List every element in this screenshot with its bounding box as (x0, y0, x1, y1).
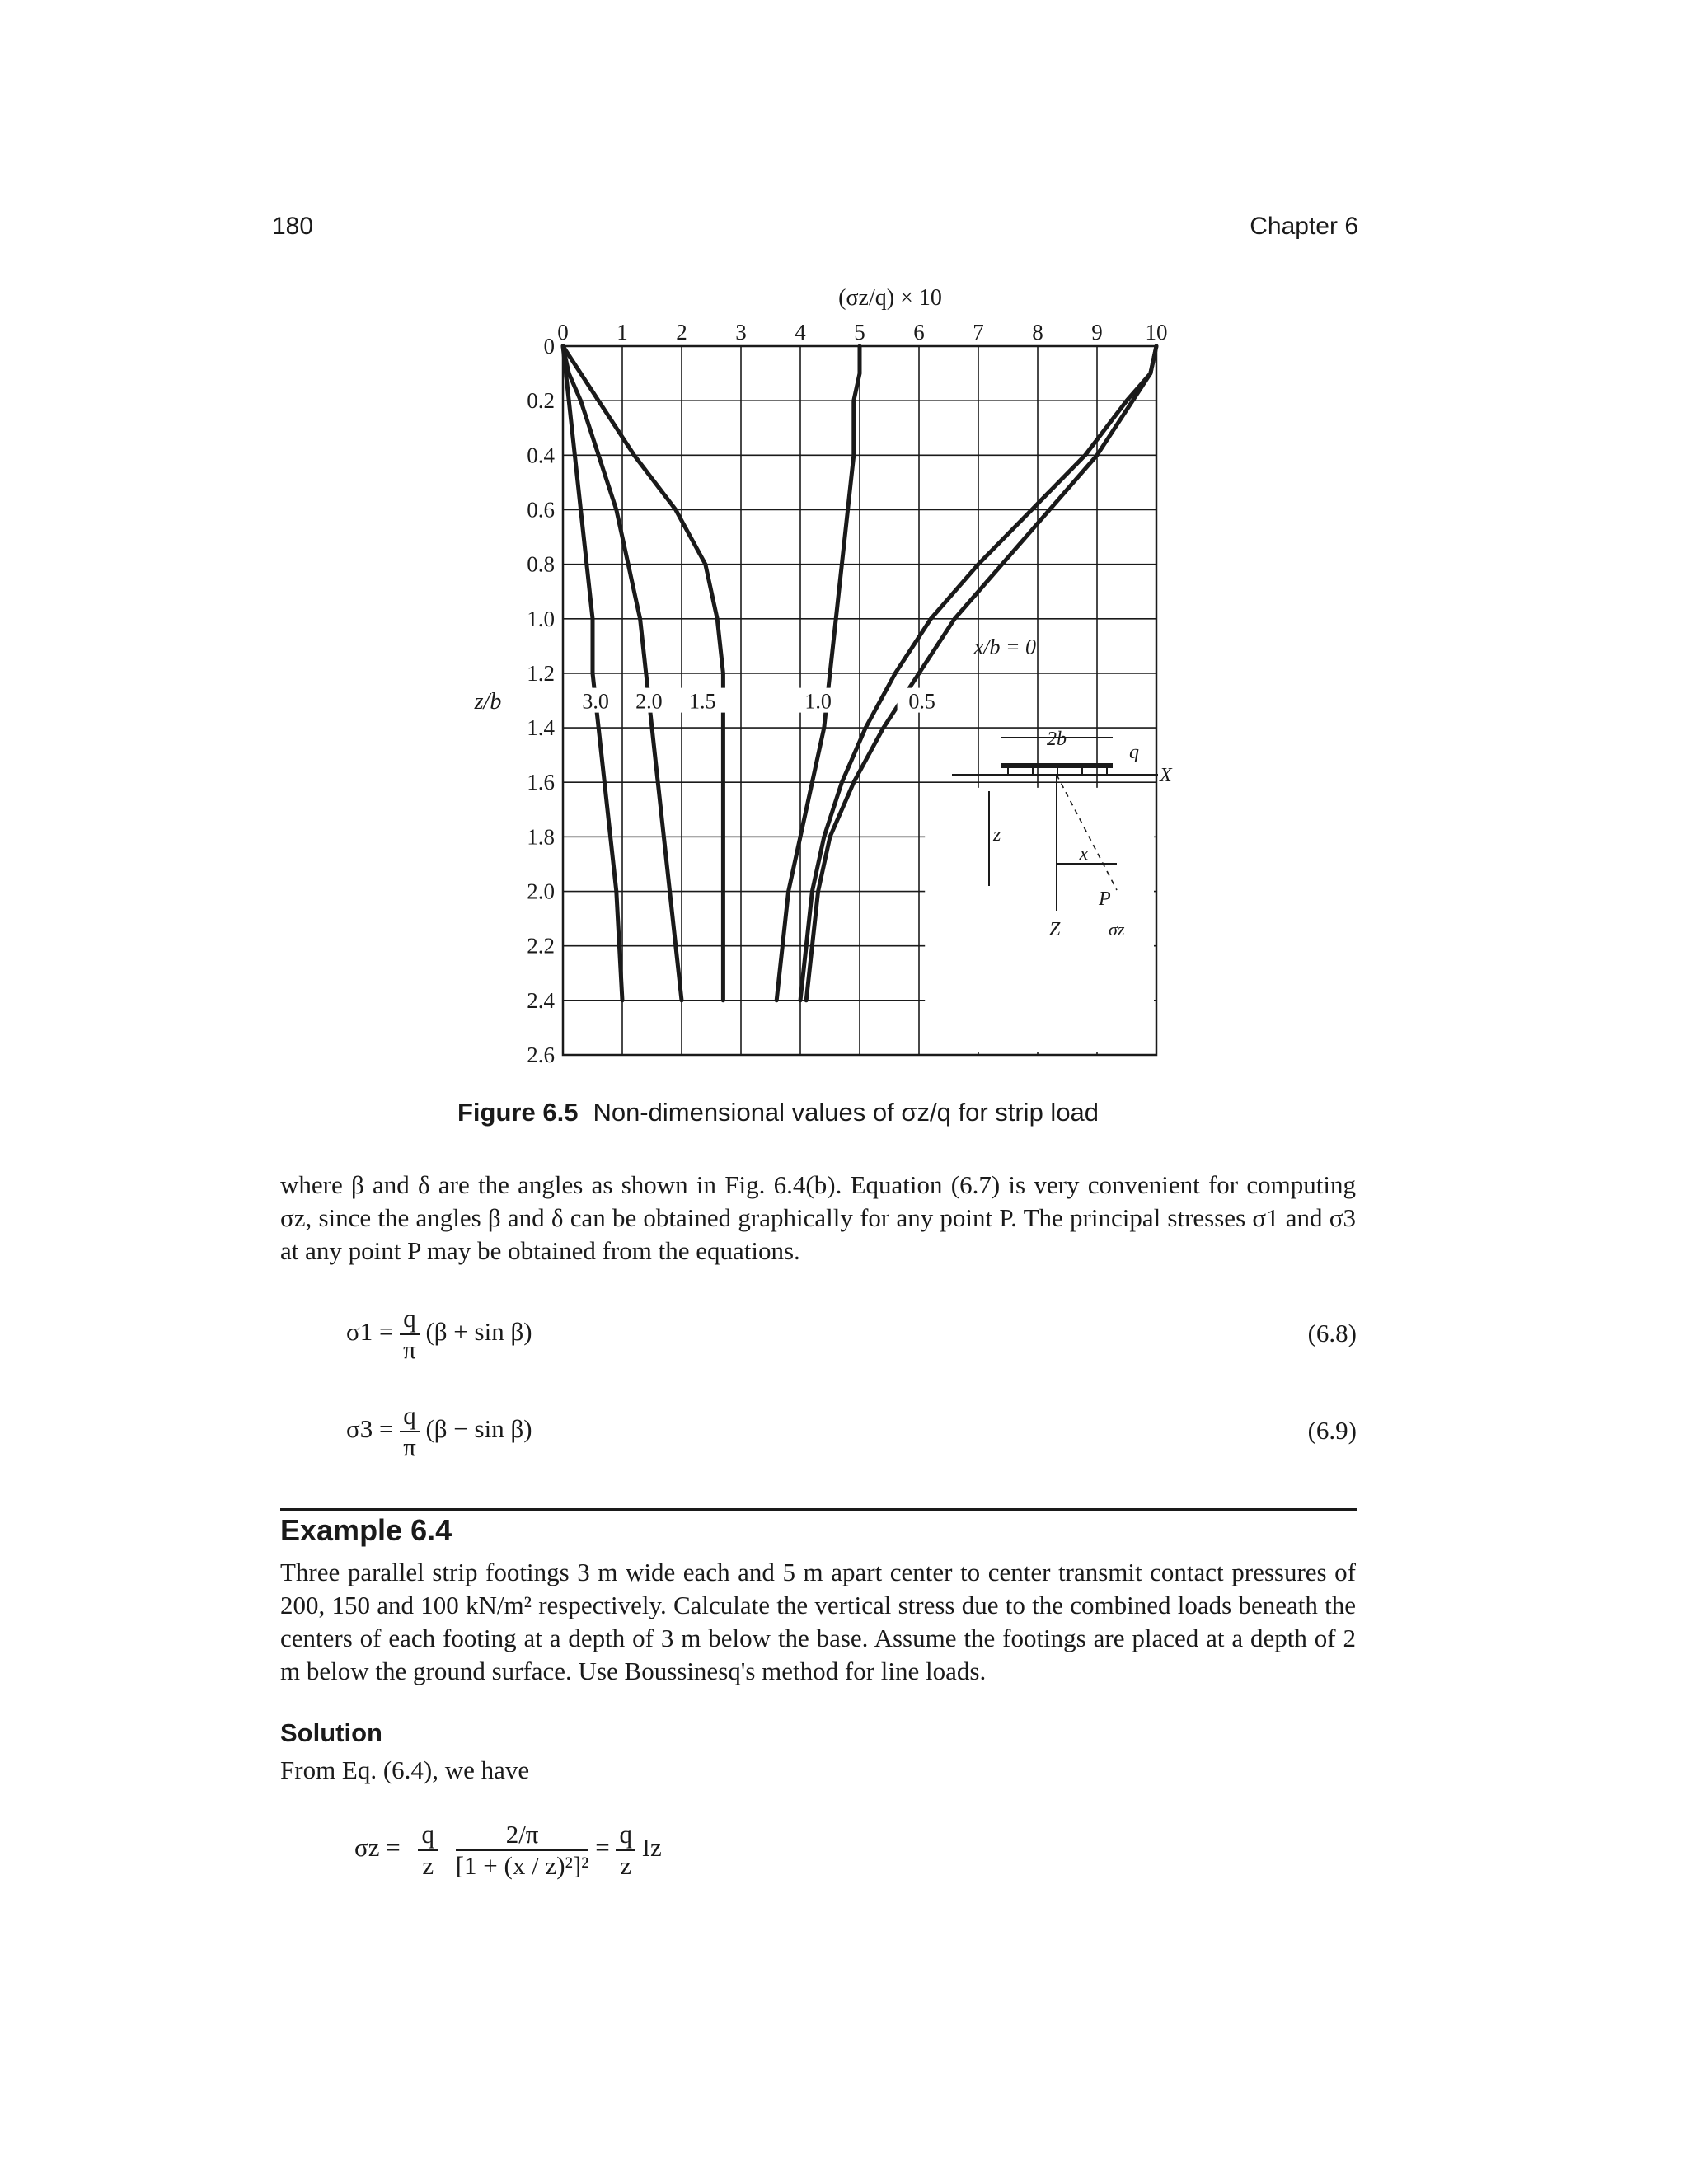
eq1-den: π (403, 1335, 416, 1364)
y-tick-label: 0 (543, 334, 555, 359)
figure-caption-label: Figure 6.5 (457, 1098, 579, 1127)
x-tick-label: 10 (1145, 320, 1168, 344)
width-label: 2b (1047, 729, 1067, 750)
eq2-den: π (403, 1432, 416, 1461)
solution-text: From Eq. (6.4), we have (280, 1755, 530, 1784)
eq2-num: q (400, 1401, 420, 1432)
figure-caption-text: Non-dimensional values of σz/q for strip load (593, 1098, 1100, 1127)
offset-label: x (1079, 843, 1089, 865)
depth-label: z (993, 824, 1001, 846)
curve-label: 0.5 (908, 689, 935, 714)
curve-label: 1.0 (804, 689, 832, 714)
eq3-lhs: σz = (354, 1833, 401, 1863)
equation-6-9 (346, 1401, 532, 1462)
eq3-c-num: q (616, 1820, 635, 1851)
eq3-mid: = (595, 1833, 610, 1863)
y-axis-label: z/b (474, 689, 502, 715)
equation-line-load (354, 1820, 662, 1881)
eq3-b-den: [1 + (x / z)²]² (455, 1851, 589, 1880)
y-tick-label: 1.8 (527, 824, 555, 850)
y-tick-label: 1.6 (527, 770, 555, 795)
page-number: 180 (272, 213, 314, 240)
figure-6-5 (462, 280, 1203, 1076)
eq1-rhs: (β + sin β) (425, 1317, 532, 1347)
x-tick-label: 8 (1032, 320, 1043, 344)
eq3-c-den: z (620, 1851, 632, 1880)
y-tick-label: 2.0 (527, 879, 555, 904)
x-tick-label: 7 (973, 320, 984, 344)
y-tick-label: 1.2 (527, 660, 555, 686)
eq2-lhs: σ3 = (346, 1414, 394, 1444)
chapter-label: Chapter 6 (1250, 213, 1358, 240)
eq1-num: q (400, 1304, 420, 1335)
y-tick-label: 1.0 (527, 606, 555, 631)
x-tick-label: 2 (676, 320, 687, 344)
x-tick-label: 4 (795, 320, 806, 344)
equation-number-6-9: (6.9) (1307, 1416, 1357, 1445)
strip-load-bar (1001, 763, 1113, 768)
y-tick-label: 0.6 (527, 497, 555, 523)
eq3-a-den: z (422, 1851, 434, 1880)
x-tick-label: 0 (557, 320, 569, 344)
equation-6-8 (346, 1304, 532, 1365)
y-tick-label: 0.2 (527, 388, 555, 414)
solution-title: Solution (280, 1718, 382, 1747)
y-tick-label: 2.2 (527, 933, 555, 958)
y-tick-label: 0.8 (527, 551, 555, 577)
y-tick-label: 0.4 (527, 443, 555, 468)
section-rule (280, 1508, 1357, 1511)
curve-label: x/b = 0 (973, 635, 1037, 659)
x-tick-label: 3 (735, 320, 747, 344)
z-axis-label: Z (1049, 919, 1061, 940)
stress-label: σz (1109, 919, 1125, 940)
eq3-a-num: q (418, 1820, 438, 1851)
example-body: Three parallel strip footings 3 m wide each and 5 m apart center to center transmit contact pressures of 200, 150 and 100 kN/m² respectively. Calculate the vertical stress due to the combined loads beneath the centers of each footing at a depth of 3 m below the base. Assume the footings are placed at a depth of 2 m below the ground surface. Use Boussinesq's method for line loads. (280, 1558, 1356, 1685)
x-tick-labels (557, 320, 1167, 344)
eq1-lhs: σ1 = (346, 1317, 394, 1347)
curve-label: 3.0 (582, 689, 609, 714)
y-tick-label: 1.4 (527, 715, 555, 741)
eq3-b-num: 2/π (456, 1820, 589, 1851)
stress-chart (462, 280, 1203, 1071)
y-tick-label: 2.6 (527, 1043, 555, 1067)
equation-number-6-8: (6.8) (1307, 1319, 1357, 1347)
paragraph-intro: where β and δ are the angles as shown in Fig. 6.4(b). Equation (6.7) is very convenient for computing σz, since the angles β and δ can be obtained graphically for any point P. The principal stresses σ1 and σ3 at any point P may be obtained from the equations. (280, 1170, 1356, 1265)
point-label: P (1099, 888, 1111, 910)
y-tick-label: 2.4 (527, 987, 555, 1013)
x-tick-label: 9 (1091, 320, 1103, 344)
curve-label: 2.0 (635, 689, 663, 714)
x-tick-label: 1 (617, 320, 628, 344)
eq3-rhs: Iz (641, 1833, 662, 1863)
x-tick-label: 5 (854, 320, 865, 344)
x-axis-label: X (1160, 765, 1172, 786)
eq2-rhs: (β − sin β) (425, 1414, 532, 1444)
top-axis-label: (σz/q) × 10 (838, 285, 942, 311)
y-tick-labels (527, 334, 555, 1067)
strip-load-inset (925, 729, 1173, 1052)
figure-caption (457, 1098, 1099, 1127)
example-title: Example 6.4 (280, 1513, 452, 1547)
curve-label: 1.5 (688, 689, 716, 714)
x-tick-label: 6 (913, 320, 925, 344)
load-label: q (1129, 742, 1139, 763)
